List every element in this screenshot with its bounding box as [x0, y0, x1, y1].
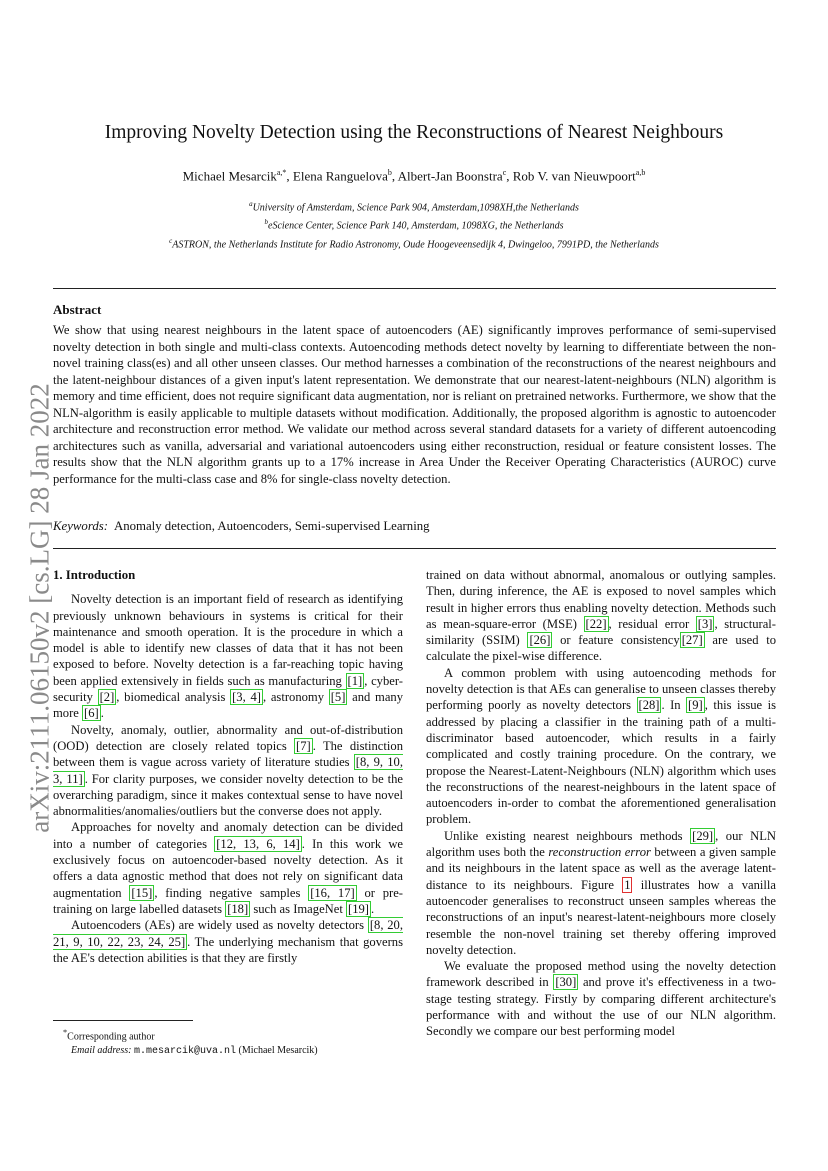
citation-link[interactable]: [27]: [681, 633, 703, 648]
affiliation: $^a$University of Amsterdam, Science Park 904, Amsterdam,1098XH,the Netherlands: [249, 200, 579, 214]
citation-link[interactable]: [19]: [348, 901, 369, 916]
citation-link[interactable]: [8, 9, 10, 3, 11]: [53, 755, 403, 786]
paragraph: We evaluate the proposed method using the novelty detection framework described in [30] and prove it's effectiveness in a two-stage testing strategy. Firstly by comparing different architecture's performance with and without the use of our NLN algorithm. Secondly we compare our best performing model: [426, 959, 776, 1039]
abstract-text: We show that using nearest neighbours in the latent space of autoencoders (AE) significantly improves performance of semi-supervised novelty detection in both single and multi-class contexts. Autoencoding methods detect novelty by learning to differentiate between the non-novel training class(es) and all other unseen classes. Our method harnesses a combination of the reconstructions of the nearest neighbours and the latent-neighbour distances of a given input's latent representation. We demonstrate that our nearest-latent-neighbours (NLN) algorithm is memory and time efficient, does not require significant data augmentation, nor is reliant on pretrained networks. Furthermore, we show that the NLN-algorithm is easily applicable to multiple datasets without modification. Additionally, the proposed algorithm is agnostic to autoencoder architecture and reconstruction error method. We validate our method across several standard datasets for a variety of different autoencoding architectures such as vanilla, adversarial and variational autoencoders using either reconstruction, residual or feature consistent losses. The results show that the NLN algorithm grants up to a 17% increase in Area Under the Receiver Operating Characteristics (AUROC) curve performance for the multi-class case and 8% for single-class novelty detection.: [53, 323, 776, 486]
citation-link[interactable]: [28]: [638, 698, 660, 713]
citation-link[interactable]: [7]: [296, 738, 311, 753]
citation-link[interactable]: [6]: [84, 706, 99, 721]
citation-link[interactable]: [29]: [692, 828, 714, 843]
figure-link[interactable]: 1: [624, 877, 631, 892]
author-name: Michael Mesarcik: [182, 168, 277, 184]
arxiv-stamp: arXiv:2111.06150v2 [cs.LG] 28 Jan 2022: [24, 383, 55, 833]
paragraph: Autoencoders (AEs) are widely used as novelty detectors [8, 20, 21, 9, 10, 22, 23, 24, 25] . The underlying mechanism that governs the AE's detection abilities is that they are firstly: [53, 918, 404, 965]
paragraph: Novelty detection is an important field of research as identifying previously unknown behaviours in systems is critical for their maintenance and smooth operation. It is the procedure in which a model is able to identify new classes of data that it has not been exposed to before. Novelty detection is a far-reaching topic having been applied extensively in fields such as manufacturing [1] , cyber-security [2] , biomedical analysis [3, 4] , astronomy [5] and many more [6] .: [53, 592, 404, 721]
affiliations: [0, 197, 828, 252]
author-name: Rob V. van Nieuwpoort: [512, 168, 636, 184]
paragraph: Novelty, anomaly, outlier, abnormality and out-of-distribution (OOD) detection are closely related topics [7] . The distinction between them is vague across variety of literature studies [8, 9, 10, 3, 11] . For clarity purposes, we consider novelty detection to be the overarching paradigm, since it makes contextual sense to have novel abnormalities/anomalies/outliers but the converse does not apply.: [53, 722, 403, 819]
author-list: Michael Mesarcik$^{a,*}$, Elena Ranguelova$^b$, Albert-Jan Boonstra$^c$, Rob V. van Nieuwpoort$^{a,b}$: [182, 168, 646, 184]
citation-link[interactable]: [18]: [227, 901, 249, 916]
email-label: Email address:: [71, 1045, 132, 1057]
paragraph: Approaches for novelty and anomaly detection can be divided into a number of categories [12, 13, 6, 14] . In this work we exclusively focus on autoencoder-based novelty detection. As it offers a data agnostic method that does not rely on significant data augmentation [15] , finding negative samples [16, 17] or pre-training on large labelled datasets [18] such as ImageNet [19] .: [53, 820, 404, 916]
keywords-label: Keywords:: [53, 519, 108, 533]
author-name: Elena Ranguelova: [292, 168, 388, 184]
abstract-heading: Abstract: [53, 302, 102, 317]
right-column: [426, 567, 776, 1040]
paragraph: Unlike existing nearest neighbours methods [29] , our NLN algorithm uses both the reconstruction error between a given sample and its neighbours in the latent space as well as the average latent-distance to its neighbours. Figure 1 illustrates how a vanilla autoencoder generalises to reconstruct unseen samples whereas the reconstructions of an input's nearest-latent-neighbours more closely resemble the non-novel training set thereby offering improved novelty detection.: [426, 828, 777, 957]
author-affil-mark: c: [502, 168, 507, 177]
citation-link[interactable]: [26]: [529, 633, 551, 648]
citation-link[interactable]: [9]: [688, 698, 703, 713]
author-affil-mark: b: [387, 168, 392, 177]
left-column: [53, 567, 403, 966]
citation-link[interactable]: [30]: [555, 975, 577, 990]
citation-link[interactable]: [5]: [330, 690, 346, 705]
paragraph: A common problem with using autoencoding methods for novelty detection is that AEs can generalise to unseen classes thereby performing poorly as novelty detectors [28] . In [9] , this issue is addressed by placing a classifier in the training path of a multi-discriminator based autoencoder, which results in a fairly complicated and costly training procedure. On the contrary, we propose the Nearest-Latent-Neighbours (NLN) algorithm which uses the reconstructions of the nearest-neighbours in the latent space of autoencoders in-order to combat the aforementioned generalisation problem.: [426, 665, 776, 827]
citation-link[interactable]: [15]: [131, 885, 153, 900]
email-link[interactable]: m.mesarcik@uva.nl: [133, 1046, 236, 1058]
keywords-text: Anomaly detection, Autoencoders, Semi-supervised Learning: [113, 519, 430, 533]
citation-link[interactable]: [3]: [697, 616, 713, 631]
divider: [53, 548, 776, 549]
citation-link[interactable]: [8, 20, 21, 9, 10, 22, 23, 24, 25]: [53, 918, 404, 949]
footnote: *Corresponding author Email address: m.mesarcik@uva.nl (Michael Mesarcik): [63, 1028, 318, 1058]
citation-link[interactable]: [12, 13, 6, 14]: [216, 836, 300, 851]
divider: [53, 288, 776, 289]
citation-link[interactable]: [2]: [99, 690, 115, 705]
footnote-text: Corresponding author: [67, 1031, 155, 1043]
citation-link[interactable]: [16, 17]: [310, 885, 355, 900]
author-affil-mark: a,*: [276, 168, 287, 177]
citation-link[interactable]: [22]: [585, 616, 607, 631]
footnote-divider: [53, 1020, 193, 1021]
author-name: Albert-Jan Boonstra: [397, 168, 503, 184]
author-affil-mark: a,b: [635, 168, 646, 177]
affiliation: $^b$eScience Center, Science Park 140, Amsterdam, 1098XG, the Netherlands: [264, 218, 564, 232]
section-heading: 1. Introduction: [53, 568, 136, 582]
paper-title: Improving Novelty Detection using the Reconstructions of Nearest Neighbours: [104, 122, 724, 143]
citation-link[interactable]: [3, 4]: [232, 690, 261, 705]
emphasis: reconstruction error: [548, 845, 651, 860]
citation-link[interactable]: [1]: [347, 673, 363, 688]
keywords: [53, 519, 430, 534]
paragraph: trained on data without abnormal, anomalous or outlying samples. Then, during inference, the AE is exposed to novel samples which result in higher errors thus enabling novelty detection. Methods such as mean-square-error (MSE) [22] , residual error [3] , structural-similarity (SSIM) [26] or feature consistency [27] are used to calculate the pixel-wise difference.: [426, 568, 776, 664]
affiliation: $^c$ASTRON, the Netherlands Institute for Radio Astronomy, Oude Hoogeveensedijk 4, Dwingeloo, 7991PD, the Netherlands: [169, 236, 659, 250]
